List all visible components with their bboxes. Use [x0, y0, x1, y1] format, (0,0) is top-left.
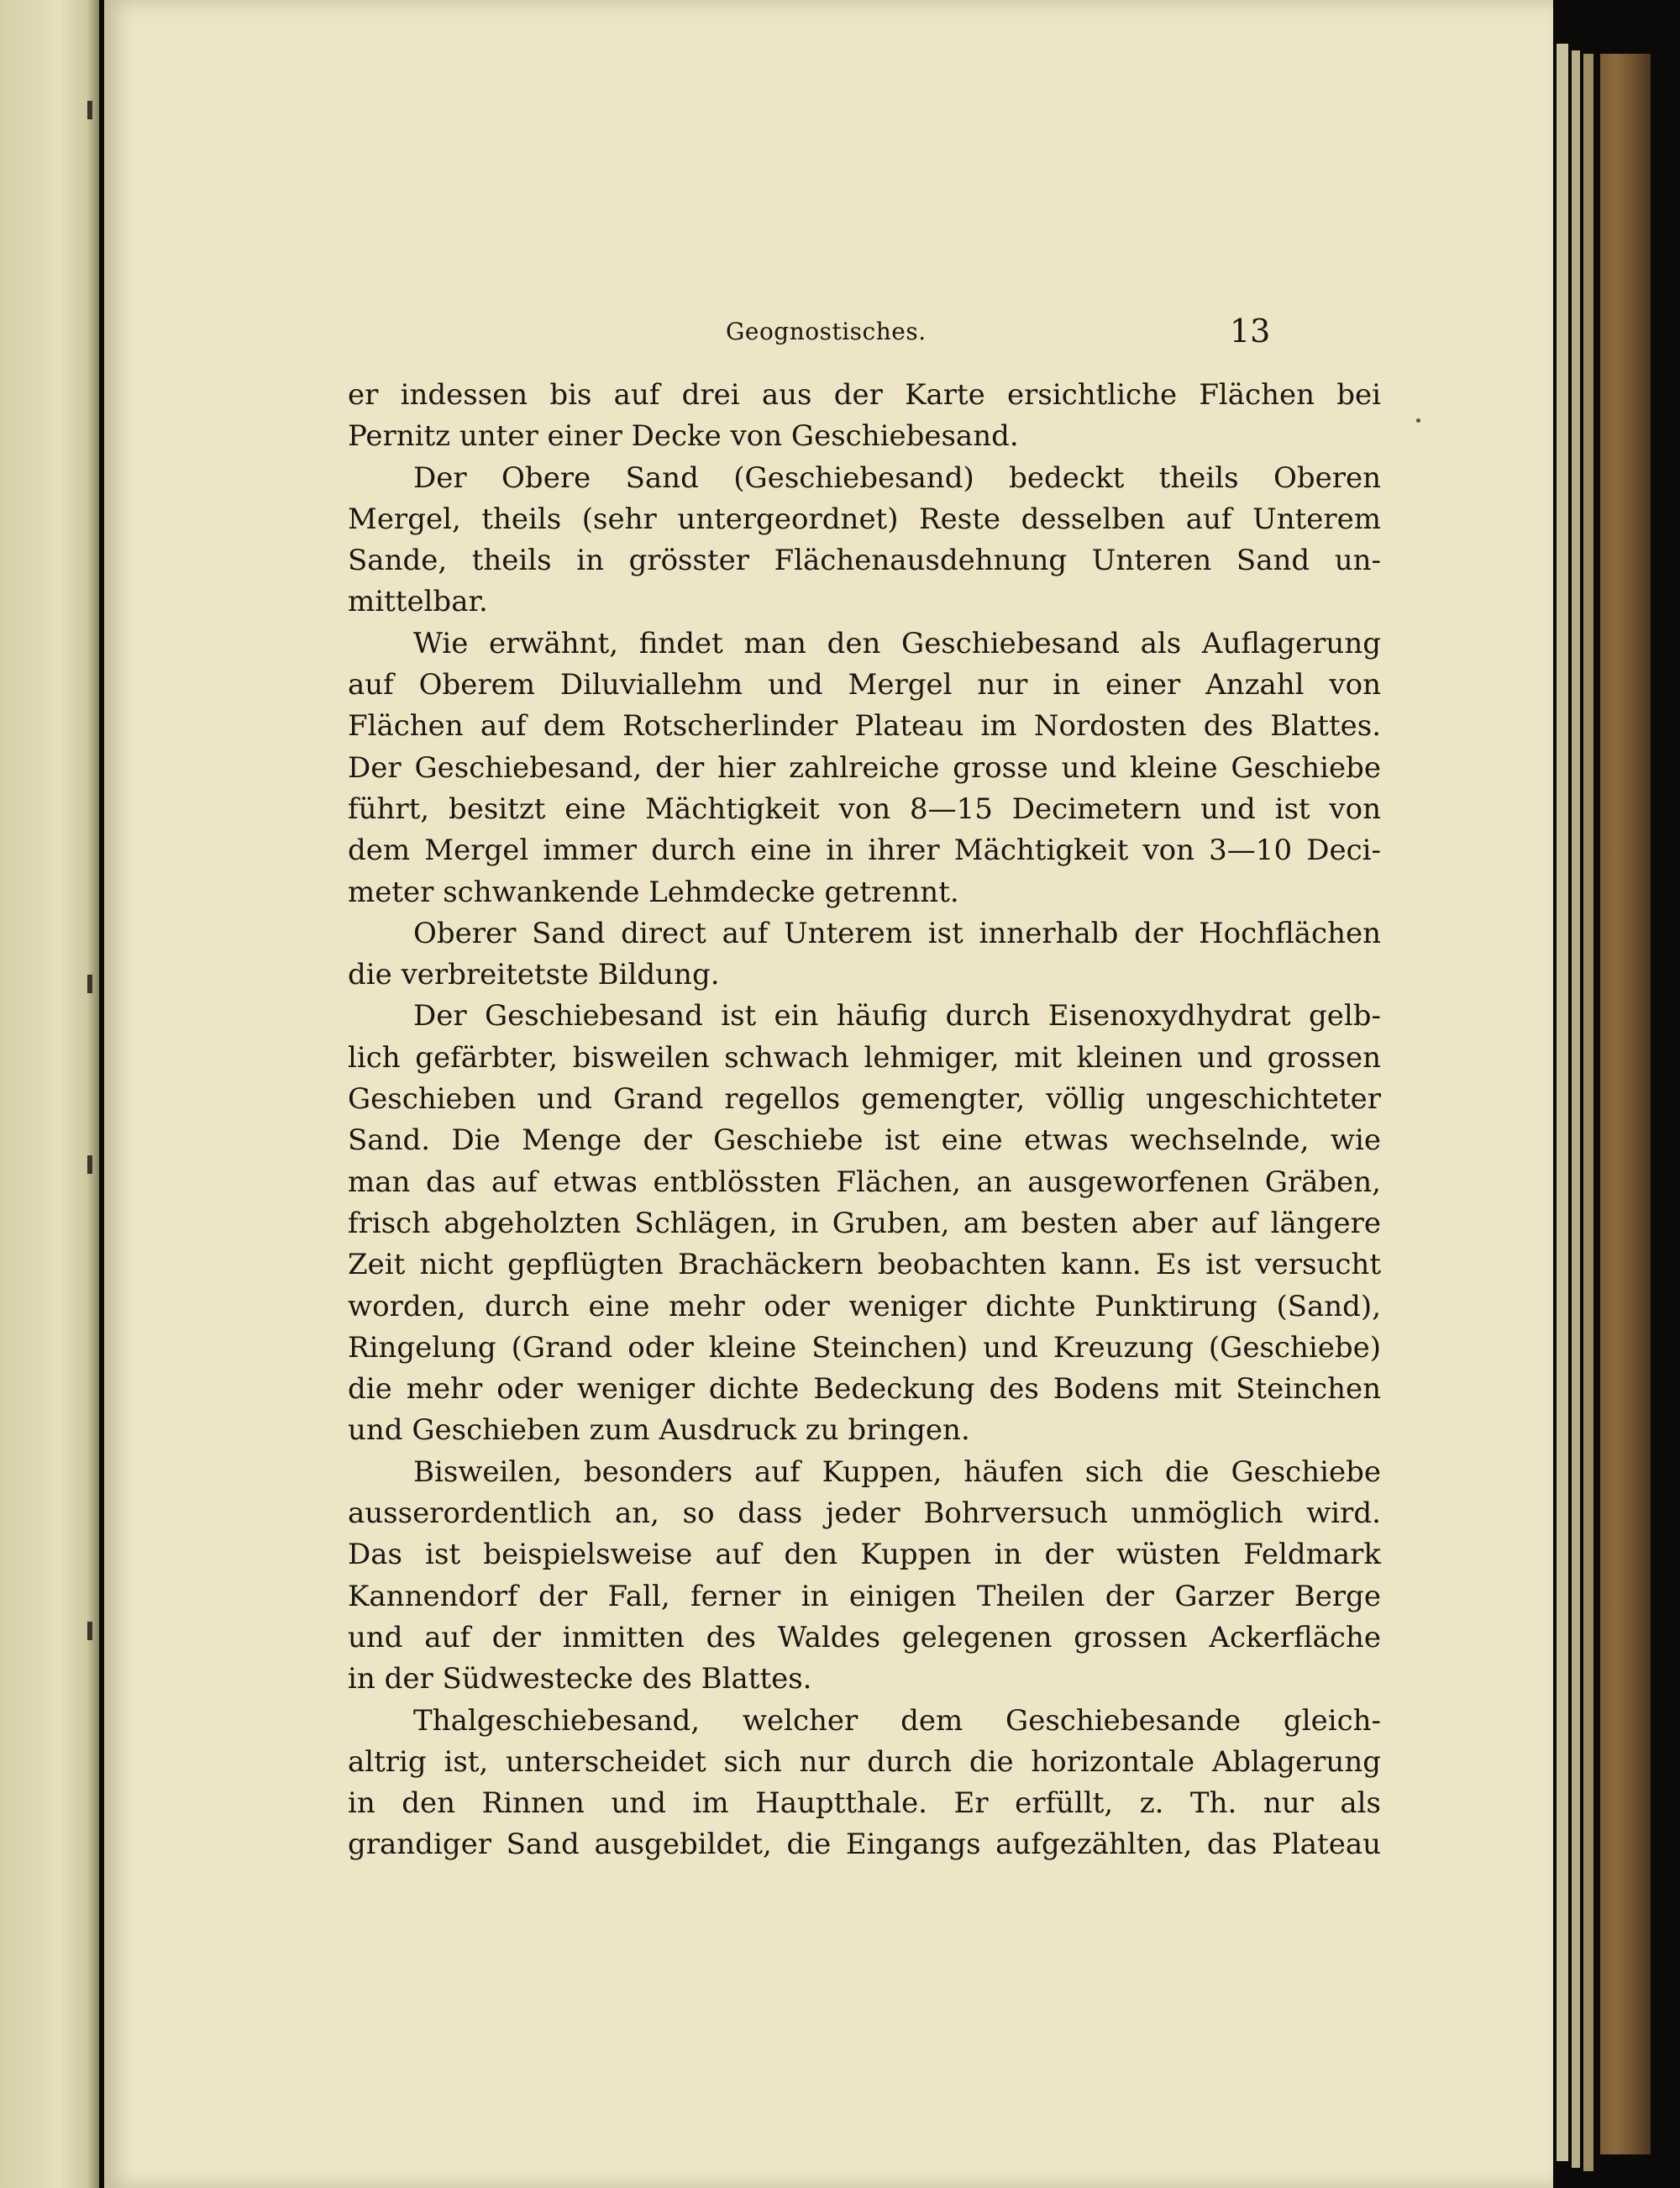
text-line: Ringelung (Grand oder kleine Steinchen) und Kreuzung (Geschiebe) — [348, 1330, 1381, 1365]
left-page-edge — [0, 0, 99, 2188]
text-line: auf Oberem Diluviallehm und Mergel nur in einer Anzahl von — [348, 668, 1381, 702]
text-line: die mehr oder weniger dichte Bedeckung des Bodens mit Steinchen — [348, 1372, 1381, 1407]
text-line: Thalgeschiebesand, welcher dem Geschiebesande gleich- — [413, 1703, 1381, 1738]
text-line: und auf der inmitten des Waldes gelegenen grossen Ackerfläche — [348, 1620, 1381, 1654]
binding-mark — [87, 975, 92, 993]
text-line: Das ist beispielsweise auf den Kuppen in der wüsten Feldmark — [348, 1538, 1381, 1572]
text-line: frisch abgeholzten Schlägen, in Gruben, am besten aber auf längere — [348, 1206, 1381, 1240]
binding-mark — [87, 101, 92, 119]
paper-speck — [1416, 418, 1420, 423]
running-title: Geognostisches. — [726, 318, 927, 345]
text-line: Flächen auf dem Rotscherlinder Plateau im Nordosten des Blattes. — [348, 709, 1381, 744]
book-page — [104, 0, 1553, 2188]
text-line: Zeit nicht gepflügten Brachäckern beobachten kann. Es ist versucht — [348, 1248, 1381, 1282]
paragraph-first-line — [348, 458, 1381, 499]
text-line: Der Obere Sand (Geschiebesand) bedeckt theils Oberen — [413, 460, 1381, 495]
page-stack-edge — [1583, 54, 1593, 2171]
text-line: grandiger Sand ausgebildet, die Eingangs aufgezählten, das Plateau — [348, 1828, 1381, 1862]
page-stack-edge — [1557, 44, 1568, 2161]
text-line: in den Rinnen und im Hauptthale. Er erfüllt, z. Th. nur als — [348, 1786, 1381, 1821]
page-number: 13 — [1230, 313, 1271, 350]
text-line: Mergel, theils (sehr untergeordnet) Reste desselben auf Unterem — [348, 502, 1381, 536]
text-line: Oberer Sand direct auf Unterem ist innerhalb der Hochflächen — [413, 916, 1381, 950]
text-line: Kannendorf der Fall, ferner in einigen Theilen der Garzer Berge — [348, 1579, 1381, 1613]
text-line: Bisweilen, besonders auf Kuppen, häufen sich die Geschiebe — [413, 1454, 1381, 1489]
book-cover-edge — [1600, 54, 1651, 2154]
text-line: worden, durch eine mehr oder weniger dichte Punktirung (Sand), — [348, 1289, 1381, 1323]
text-line: ausserordentlich an, so dass jeder Bohrversuch unmöglich wird. — [348, 1496, 1381, 1531]
text-line: führt, besitzt eine Mächtigkeit von 8—15 Decimetern und ist von — [348, 792, 1381, 826]
text-line: Der Geschiebesand, der hier zahlreiche grosse und kleine Geschiebe — [348, 750, 1381, 785]
text-line: in der Südwestecke des Blattes. — [348, 1662, 812, 1696]
text-line: altrig ist, unterscheidet sich nur durch die horizontale Ablagerung — [348, 1744, 1381, 1779]
text-line: dem Mergel immer durch eine in ihrer Mächtigkeit von 3—10 Deci- — [348, 834, 1381, 868]
text-line: Sande, theils in grösster Flächenausdehnung Unteren Sand un- — [348, 544, 1381, 578]
text-line: lich gefärbter, bisweilen schwach lehmiger, mit kleinen und grossen — [348, 1040, 1381, 1075]
body-text — [348, 375, 1381, 1866]
text-line: Der Geschiebesand ist ein häufig durch Eisenoxydhydrat gelb- — [413, 999, 1381, 1034]
text-line: die verbreitetste Bildung. — [348, 958, 720, 992]
page-stack-edge — [1572, 50, 1580, 2168]
text-line: Geschieben und Grand regellos gemengter, völlig ungeschichteter — [348, 1082, 1381, 1117]
binding-mark — [87, 1155, 92, 1174]
binding-mark — [87, 1622, 92, 1640]
text-line: Wie erwähnt, findet man den Geschiebesand als Auflagerung — [413, 626, 1381, 660]
text-line: mittelbar. — [348, 585, 488, 619]
text-line: meter schwankende Lehmdecke getrennt. — [348, 875, 959, 909]
text-line: Sand. Die Menge der Geschiebe ist eine etwas wechselnde, wie — [348, 1123, 1381, 1158]
text-line: und Geschieben zum Ausdruck zu bringen. — [348, 1413, 970, 1448]
text-line: man das auf etwas entblössten Flächen, an ausgeworfenen Gräben, — [348, 1165, 1381, 1199]
text-line: er indessen bis auf drei aus der Karte ersichtliche Flächen bei — [348, 378, 1381, 412]
page-header — [104, 313, 1553, 351]
text-line: Pernitz unter einer Decke von Geschiebesand. — [348, 419, 1019, 454]
